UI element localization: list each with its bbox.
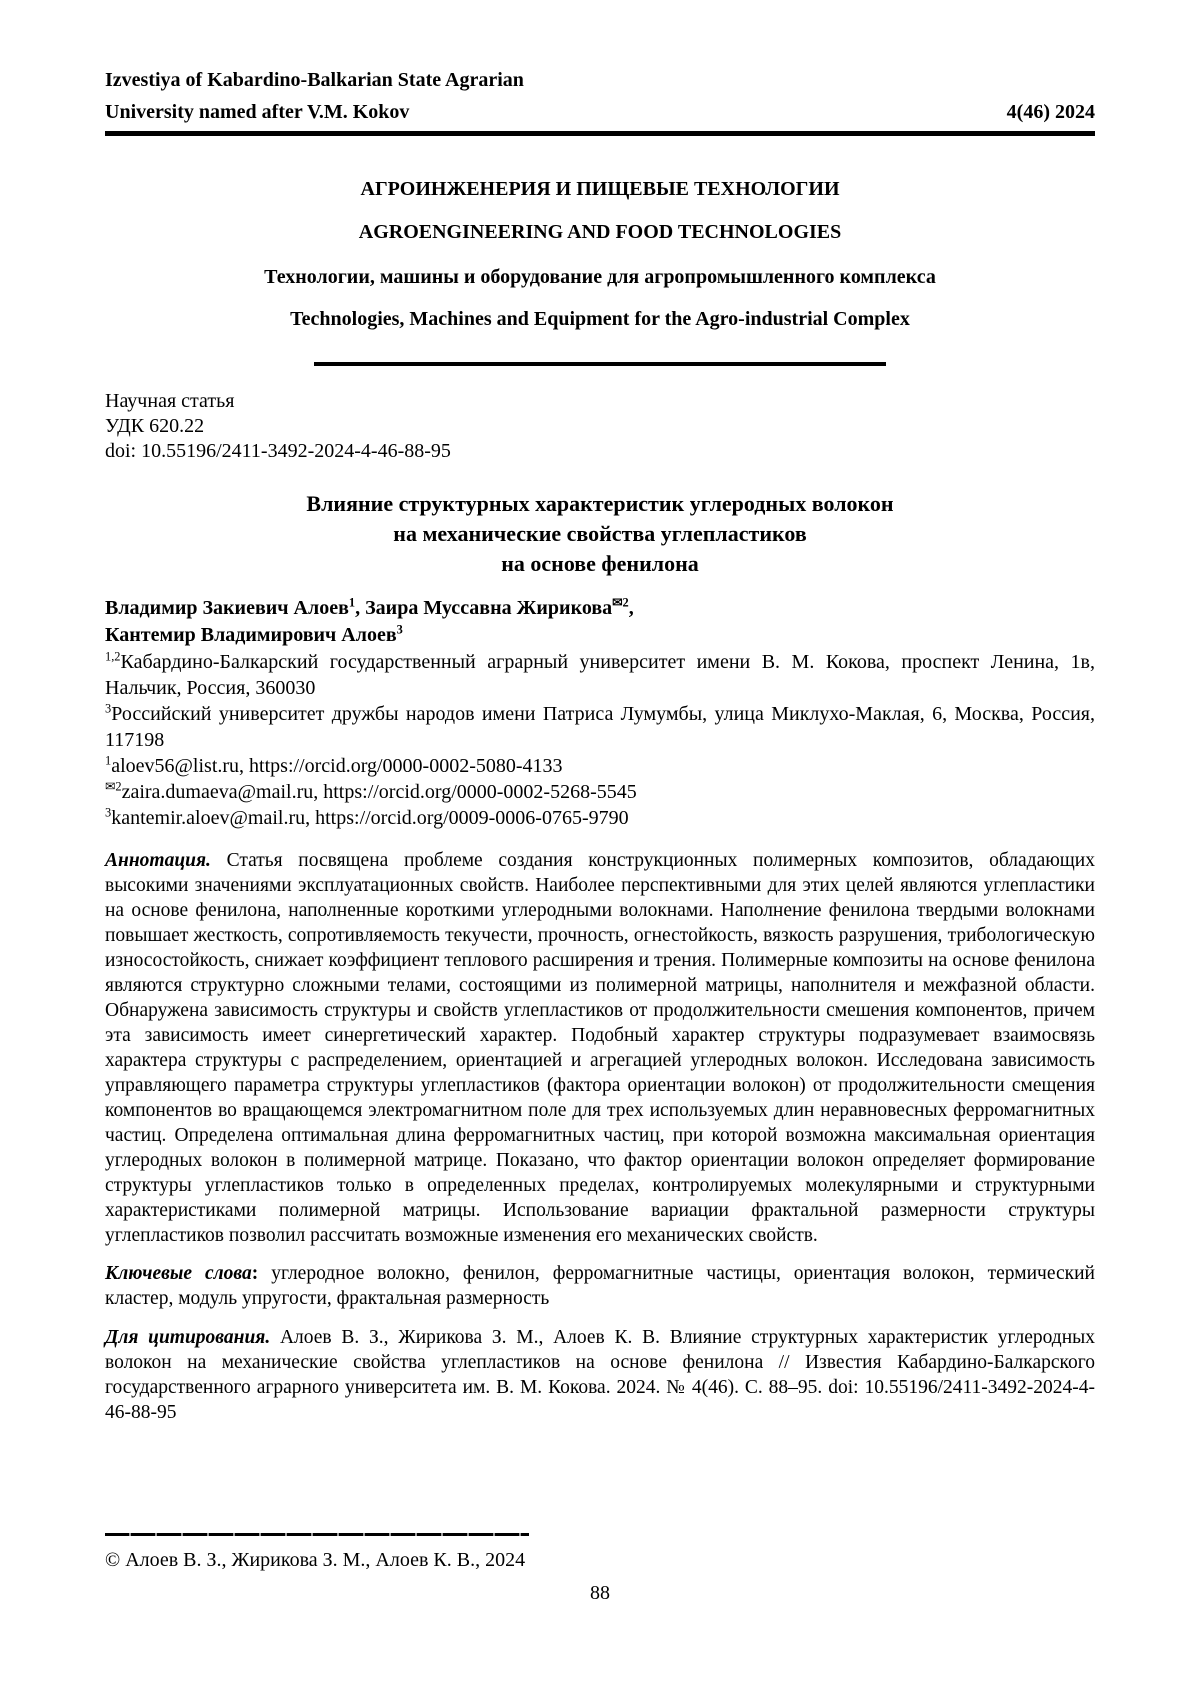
author-3-marker: 3 [396,622,403,637]
section-heading-en: AGROENGINEERING AND FOOD TECHNOLOGIES [358,221,842,243]
author-2-marker envelope-icon: ✉2 [612,595,629,610]
affiliation-2 [105,701,1095,753]
affiliations-block [105,649,1095,831]
abstract-text: Статья посвящена проблеме создания конструкционных полимерных композитов, обладающих высокими значениями эксплуатационных свойств. Наиболее перспективными для этих целей являются углепластики на основе фенилона, наполненные короткими углеродными волокнами. Наполнение фенилона твердыми волокнами повышает жесткость, сопротивляемость текучести, прочность, огнестойкость, вязкость разрушения, трибологическую износостойкость, снижает коэффициент теплового расширения и трения. Полимерные композиты на основе фенилона являются структурно сложными телами, состоящими из полимерной матрицы, наполнителя и межфазной области. Обнаружена зависимость структуры и свойств углепластиков от продолжительности смешения компонентов, причем эта зависимость имеет синергетический характер. Подобный характер структуры подразумевает взаимосвязь характера структуры с распределением, ориентацией и агрегацией углеродных волокон. Исследована зависимость управляющего параметра структуры углепластиков (фактора ориентации волокон) от продолжительности смещения компонентов во вращающемся электромагнитном поле для трех используемых длин неравновесных ферромагнитных частиц. Определена оптимальная длина ферромагнитных частиц, при которой возможна максимальная ориентация углеродных волокон в полимерной матрице. Показано, что фактор ориентации волокон определяет формирование структуры углепластиков только в определенных пределах, контролируемых молекулярными и структурными характеристиками полимерной матрицы. Использование вариации фрактальной размерности структуры углепластиков позволил рассчитать возможные изменения его механических свойств. [105,850,1095,1246]
author-line-1 [105,595,1095,622]
keywords-colon: : [251,1263,259,1284]
contact-2 [105,779,1095,805]
author-1-name: Владимир Закиевич Алоев [105,597,349,619]
copyright-line: © Алоев В. З., Жирикова З. М., Алоев К. В., 2024 [105,1549,526,1571]
article-title-line1: Влияние структурных характеристик углеродных волокон [306,491,894,516]
footnote-separator [105,1533,529,1536]
citation [105,1325,1095,1425]
abstract [105,848,1095,1248]
contact-2-marker envelope-icon: ✉2 [105,779,122,794]
section-subheading-en: Technologies, Machines and Equipment for the Agro-industrial Complex [290,308,910,330]
abstract-label: Аннотация. [105,850,211,871]
page-number: 88 [590,1582,610,1604]
contact-2-text: zaira.dumaeva@mail.ru, https://orcid.org/0000-0002-5268-5545 [121,781,637,803]
journal-name [105,64,524,128]
article-title-line2: на механические свойства углепластиков [393,521,807,546]
section-subheading-ru: Технологии, машины и оборудование для агропромышленного комплекса [264,266,936,288]
keywords-text: углеродное волокно, фенилон, ферромагнитные частицы, ориентация волокон, термический кластер, модуль упругости, фрактальная размерность [105,1263,1095,1309]
article-doi: doi: 10.55196/2411-3492-2024-4-46-88-95 [105,440,451,462]
author-line-2 [105,622,1095,649]
contact-3 [105,805,1095,831]
section-heading-ru: АГРОИНЖЕНЕРИЯ И ПИЩЕВЫЕ ТЕХНОЛОГИИ [360,178,840,200]
author-3-name: Кантемир Владимирович Алоев [105,624,397,646]
journal-issue: 4(46) 2024 [1006,101,1095,123]
affiliation-2-text: Российский университет дружбы народов имени Патриса Лумумбы, улица Миклухо-Маклая, 6, Москва, Россия, 117198 [105,703,1095,751]
article-meta [105,389,1095,464]
article-type: Научная статья [105,390,235,412]
authors-block [105,595,1095,649]
affiliation-1-marker: 1,2 [105,649,121,664]
author-line-1-tail: , [628,597,634,619]
author-2-name: Заира Муссавна Жирикова [365,597,613,619]
page-content [105,0,1095,1425]
citation-text: Алоев В. З., Жирикова З. М., Алоев К. В. Влияние структурных характеристик углеродных волокон на механические свойства углепластиков на основе фенилона // Известия Кабардино-Балкарского государственного аграрного университета им. В. М. Кокова. 2024. № 4(46). С. 88–95. doi: 10.55196/2411-3492-2024-4-46-88-95 [105,1327,1095,1423]
header-rule [105,131,1095,136]
affiliation-1-text: Кабардино-Балкарский государственный аграрный университет имени В. М. Кокова, проспект Ленина, 1в, Нальчик, Россия, 360030 [105,651,1095,699]
contact-3-marker: 3 [105,805,112,820]
keywords-label: Ключевые слова [105,1263,252,1284]
author-separator: , [355,597,366,619]
contact-1-text: aloev56@list.ru, https://orcid.org/0000-0002-5080-4133 [111,755,563,777]
journal-header [105,64,1095,128]
section-divider [314,362,886,366]
article-title [105,489,1095,579]
affiliation-1 [105,649,1095,701]
keywords [105,1261,1095,1311]
affiliation-2-marker: 3 [105,701,112,716]
journal-name-line1: Izvestiya of Kabardino-Balkarian State Agrarian [105,69,524,91]
citation-label: Для цитирования. [105,1327,271,1348]
author-1-marker: 1 [348,595,356,610]
contact-1 [105,753,1095,779]
article-udc: УДК 620.22 [105,415,205,437]
contact-3-text: kantemir.aloev@mail.ru, https://orcid.org/0009-0006-0765-9790 [111,807,629,829]
contact-1-marker: 1 [105,753,112,768]
journal-name-line2: University named after V.M. Kokov [105,101,410,123]
article-title-line3: на основе фенилона [501,551,699,576]
